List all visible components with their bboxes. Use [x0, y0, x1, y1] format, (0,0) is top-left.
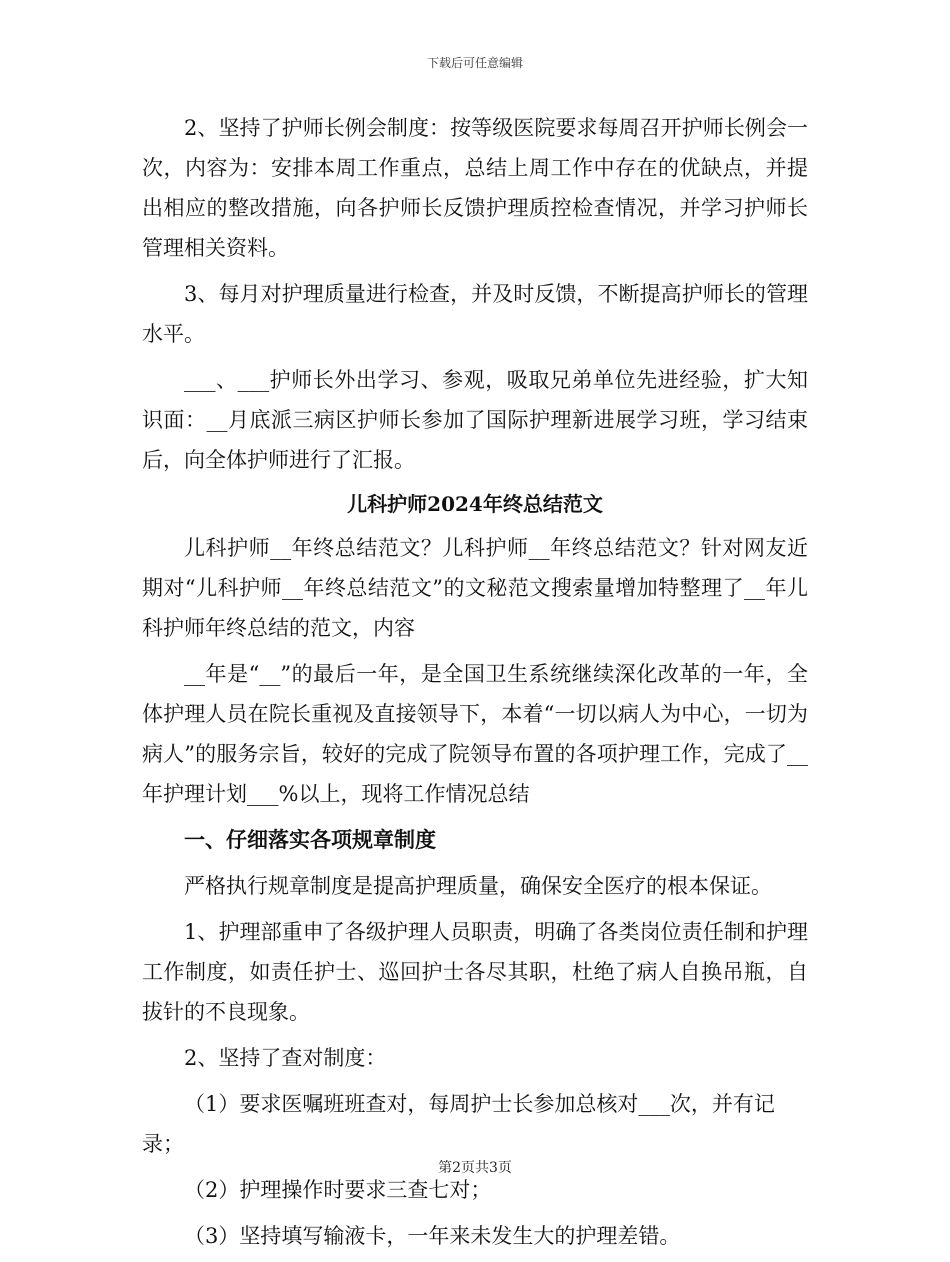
paragraph-1: 2、坚持了护师长例会制度：按等级医院要求每周召开护师长例会一次，内容为：安排本周工作重点，总结上周工作中存在的优缺点，并提出相应的整改措施，向各护师长反馈护理质控检查情况，并学习护师长管理相关资料。	[142, 116, 808, 260]
list-item-2: （2）护理操作时要求三查七对；	[184, 1178, 492, 1202]
paragraph-5: __年是“__”的最后一年，是全国卫生系统继续深化改革的一年，全体护理人员在院长重视及直接领导下，本着“一切以病人为中心，一切为病人”的服务宗旨，较好的完成了院领导布置的各项护理工作，完成了__年护理计划___%以上，现将工作情况总结	[142, 662, 808, 806]
paragraph-3: ___、___护师长外出学习、参观，吸取兄弟单位先进经验，扩大知识面：__月底派三病区护师长参加了国际护理新进展学习班，学习结束后，向全体护师进行了汇报。	[142, 368, 808, 472]
document-title: 儿科护师2024年终总结范文	[347, 492, 603, 516]
paragraph-7: 1、护理部重申了各级护理人员职责，明确了各类岗位责任制和护理工作制度，如责任护士、巡回护士各尽其职，杜绝了病人自换吊瓶，自拔针的不良现象。	[142, 920, 808, 1024]
list-item-3: （3）坚持填写输液卡，一年来未发生大的护理差错。	[184, 1224, 681, 1248]
document-body	[142, 108, 808, 1262]
paragraph-4: 儿科护师__年终总结范文？儿科护师__年终总结范文？针对网友近期对“儿科护师__年终总结范文”的文秘范文搜索量增加特整理了__年儿科护师年终总结的范文，内容	[142, 536, 808, 640]
paragraph-8: 2、坚持了查对制度：	[184, 1046, 387, 1070]
header-note: 下载后可任意编辑	[426, 56, 523, 70]
paragraph-6: 严格执行规章制度是提高护理质量，确保安全医疗的根本保证。	[184, 874, 772, 898]
paragraph-2: 3、每月对护理质量进行检查，并及时反馈，不断提高护师长的管理水平。	[142, 282, 808, 346]
section-heading-1: 一、仔细落实各项规章制度	[184, 827, 436, 852]
list-item-1: （1）要求医嘱班班查对，每周护士长参加总核对___次，并有记录；	[142, 1092, 775, 1156]
page-number: 第2页共3页	[438, 1160, 512, 1176]
